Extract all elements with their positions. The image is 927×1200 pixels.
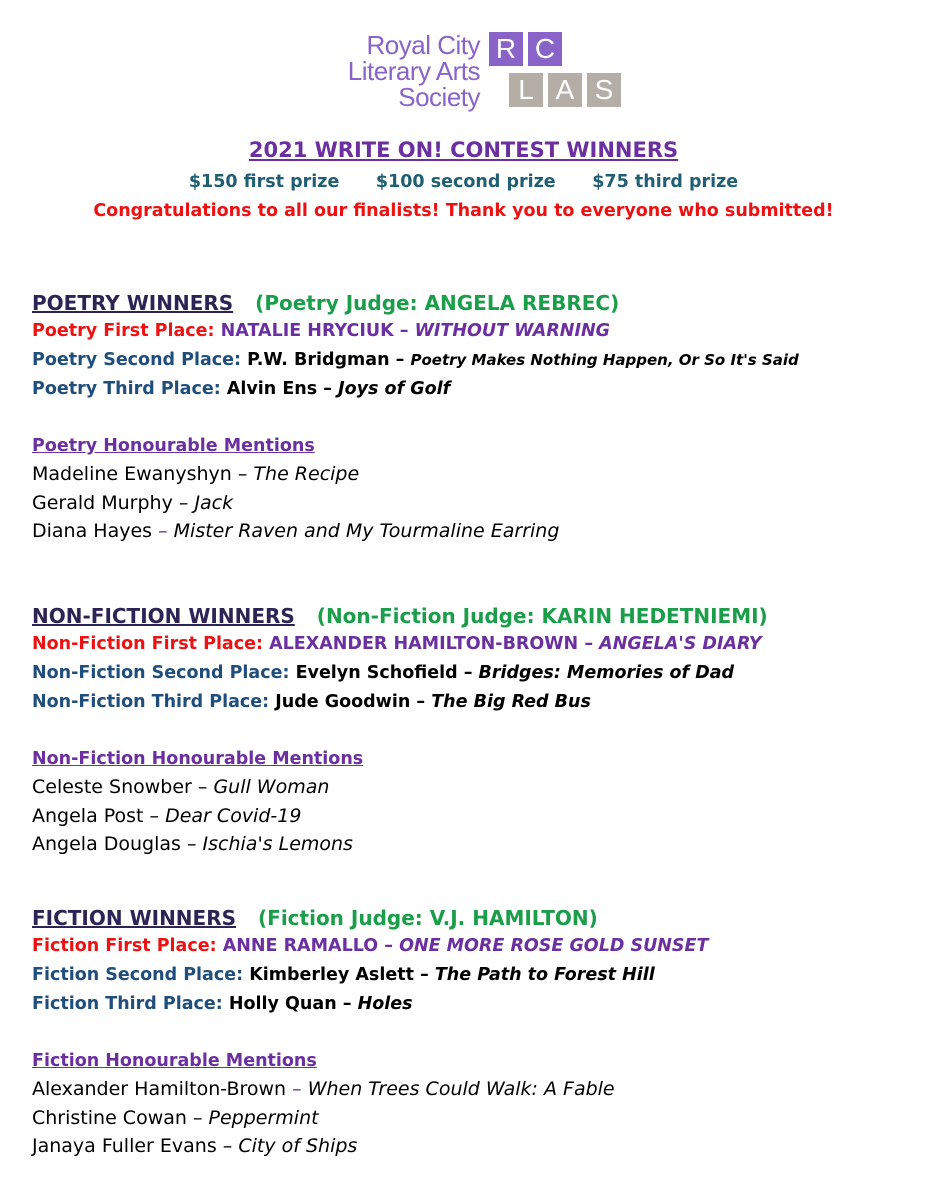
second-prize: $100 second prize [375,172,556,192]
logo-tile-r: R [489,32,523,66]
third-prize: $75 third prize [592,172,739,192]
honourable-mentions-heading: Non-Fiction Honourable Mentions [32,749,364,769]
section-heading [32,289,912,317]
poetry-section [32,289,912,546]
congratulations-message: Congratulations to all our finalists! Thank you to everyone who submitted! [93,201,834,221]
fiction-section [32,904,912,1161]
contest-title: 2021 WRITE ON! CONTEST WINNERS [248,138,679,162]
rclas-logo [325,32,635,112]
logo-tile-l: L [509,73,543,107]
section-title: NON-FICTION WINNERS [32,604,295,628]
judge-credit: (Fiction Judge: V.J. HAMILTON) [258,906,598,930]
honourable-mention: Janaya Fuller Evans – City of Ships [32,1135,358,1157]
non-fiction-section [32,602,912,859]
third-place: Non-Fiction Third Place: Jude Goodwin – The Big Red Bus [32,692,591,712]
first-place: Non-Fiction First Place: ALEXANDER HAMILTON-BROWN – ANGELA'S DIARY [32,634,762,654]
first-prize: $150 first prize [188,172,340,192]
first-place: Poetry First Place: NATALIE HRYCIUK – WITHOUT WARNING [32,321,610,341]
honourable-mention: Diana Hayes – Mister Raven and My Tourmaline Earring [32,520,560,542]
honourable-mention: Angela Douglas – Ischia's Lemons [32,833,353,855]
judge-credit: (Poetry Judge: ANGELA REBREC) [255,291,620,315]
third-place: Fiction Third Place: Holly Quan – Holes [32,994,413,1014]
honourable-mention: Gerald Murphy – Jack [32,491,234,514]
honourable-mention: Alexander Hamilton-Brown – When Trees Could Walk: A Fable [32,1078,615,1100]
logo-tile-s: S [587,73,621,107]
honourable-mention: Christine Cowan – Peppermint [32,1106,319,1129]
logo-tile-a: A [548,73,582,107]
second-place: Poetry Second Place: P.W. Bridgman – Poetry Makes Nothing Happen, Or So It's Said [32,350,799,370]
second-place: Fiction Second Place: Kimberley Aslett – The Path to Forest Hill [32,965,655,985]
honourable-mention: Celeste Snowber – Gull Woman [32,776,330,798]
honourable-mention: Angela Post – Dear Covid-19 [32,804,302,827]
honourable-mention: Madeline Ewanyshyn – The Recipe [32,463,360,485]
judge-credit: (Non-Fiction Judge: KARIN HEDETNIEMI) [316,604,768,628]
prize-amounts [0,172,927,192]
section-title: POETRY WINNERS [32,291,234,315]
section-heading [32,904,912,932]
logo-wordmark: Royal City Literary Arts Society [347,30,480,112]
second-place: Non-Fiction Second Place: Evelyn Schofield – Bridges: Memories of Dad [32,663,735,683]
logo-tile-c: C [528,32,562,66]
first-place: Fiction First Place: ANNE RAMALLO – ONE MORE ROSE GOLD SUNSET [32,936,709,956]
third-place: Poetry Third Place: Alvin Ens – Joys of Golf [32,379,451,399]
honourable-mentions-heading: Fiction Honourable Mentions [32,1051,317,1071]
section-title: FICTION WINNERS [32,906,237,930]
section-heading [32,602,912,630]
honourable-mentions-heading: Poetry Honourable Mentions [32,436,315,456]
